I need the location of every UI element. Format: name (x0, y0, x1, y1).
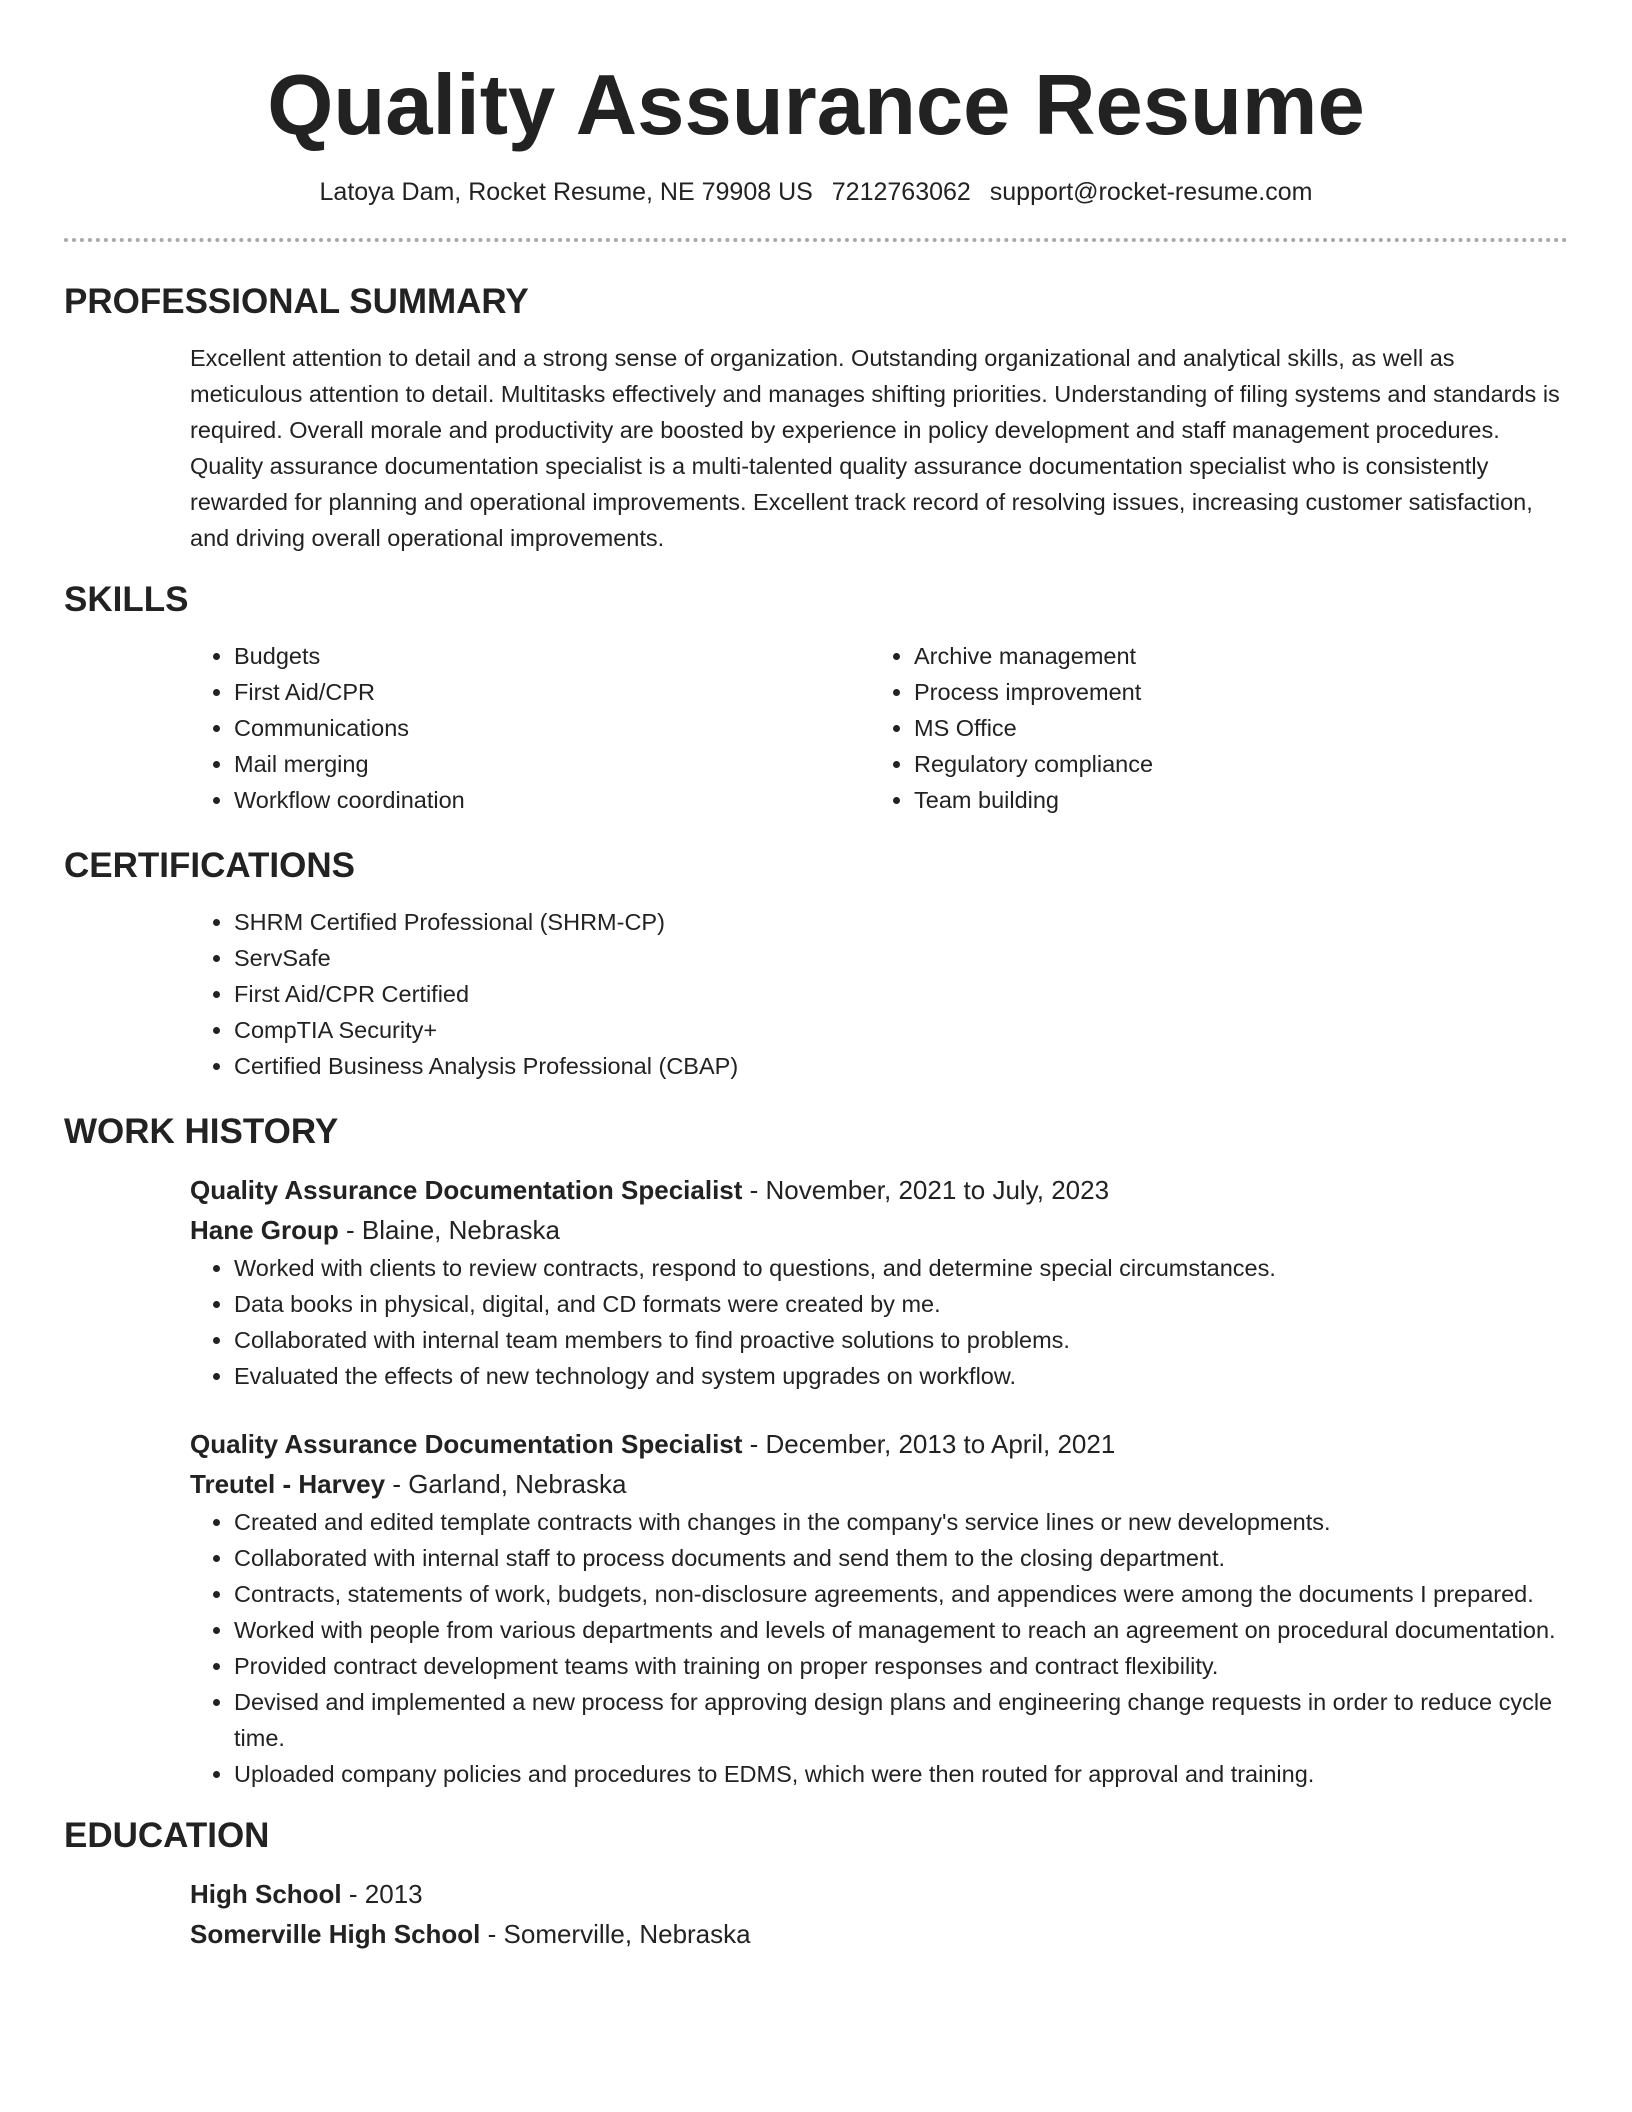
skill-item: • Mail merging (234, 746, 870, 782)
education-school: Somerville High School (190, 1919, 481, 1949)
job-title-line (190, 1170, 1568, 1210)
job-location: - Garland, Nebraska (385, 1469, 627, 1499)
certification-item: • SHRM Certified Professional (SHRM-CP) (234, 904, 1568, 940)
job-bullet: • Provided contract development teams with training on proper responses and contract flexibility. (234, 1648, 1568, 1684)
work-history-section (64, 1110, 1568, 1792)
skill-item: • Workflow coordination (234, 782, 870, 818)
skill-item: • Archive management (914, 638, 1550, 674)
skills-heading: SKILLS (64, 580, 189, 619)
certification-item: • ServSafe (234, 940, 1568, 976)
job-title: Quality Assurance Documentation Specialist (190, 1175, 743, 1205)
job-bullet: • Created and edited template contracts with changes in the company's service lines or new developments. (234, 1504, 1568, 1540)
summary-section (64, 280, 1568, 556)
job-entry (190, 1170, 1568, 1394)
skill-item: • Communications (234, 710, 870, 746)
summary-heading: PROFESSIONAL SUMMARY (64, 282, 529, 321)
education-degree: High School (190, 1879, 342, 1909)
certification-item: • Certified Business Analysis Professional (CBAP) (234, 1048, 1568, 1084)
job-location: - Blaine, Nebraska (338, 1215, 560, 1245)
education-heading: EDUCATION (64, 1816, 270, 1855)
job-bullet: • Collaborated with internal staff to process documents and send them to the closing department. (234, 1540, 1568, 1576)
skill-item: • MS Office (914, 710, 1550, 746)
job-dates: - December, 2013 to April, 2021 (742, 1429, 1116, 1459)
contact-email: support@rocket-resume.com (989, 178, 1313, 206)
contact-address: Latoya Dam, Rocket Resume, NE 79908 US (319, 178, 813, 206)
job-dates: - November, 2021 to July, 2023 (742, 1175, 1110, 1205)
certifications-heading: CERTIFICATIONS (64, 846, 356, 885)
education-year: - 2013 (341, 1879, 423, 1909)
job-bullet: • Contracts, statements of work, budgets, non-disclosure agreements, and appendices were among the documents I prepared. (234, 1576, 1568, 1612)
certification-item: • CompTIA Security+ (234, 1012, 1568, 1048)
contact-line (64, 176, 1568, 208)
job-title: Quality Assurance Documentation Specialist (190, 1429, 743, 1459)
resume-page (64, 0, 1568, 1954)
summary-text: Excellent attention to detail and a strong sense of organization. Outstanding organizational and analytical skills, as well as meticulous attention to detail. Multitasks effectively and manages shifting priorities. Understanding of filing systems and standards is required. Overall morale and productivity are boosted by experience in policy development and staff management procedures. Quality assurance documentation specialist is a multi-talented quality assurance documentation specialist who is consistently rewarded for planning and operational improvements. Excellent track record of resolving issues, increasing customer satisfaction, and driving overall operational improvements. (190, 345, 1560, 551)
education-degree-line (190, 1874, 1568, 1914)
resume-title: Quality Assurance Resume (267, 58, 1365, 153)
job-company-line (190, 1210, 1568, 1250)
education-section (64, 1814, 1568, 1954)
skill-item: • First Aid/CPR (234, 674, 870, 710)
skills-section (64, 578, 1568, 818)
skills-column-right (870, 638, 1550, 818)
job-entry (190, 1424, 1568, 1792)
job-company-line (190, 1464, 1568, 1504)
skill-item: • Regulatory compliance (914, 746, 1550, 782)
certifications-section (64, 844, 1568, 1084)
job-bullet: • Data books in physical, digital, and CD formats were created by me. (234, 1286, 1568, 1322)
contact-phone: 7212763062 (831, 178, 971, 206)
education-location: - Somerville, Nebraska (480, 1919, 751, 1949)
education-school-line (190, 1914, 1568, 1954)
skill-item: • Team building (914, 782, 1550, 818)
job-bullet: • Devised and implemented a new process for approving design plans and engineering change requests in order to reduce cycle time. (234, 1684, 1568, 1756)
skill-item: • Budgets (234, 638, 870, 674)
job-company: Hane Group (190, 1215, 339, 1245)
skills-column-left (190, 638, 870, 818)
job-bullet: • Uploaded company policies and procedures to EDMS, which were then routed for approval and training. (234, 1756, 1568, 1792)
job-bullet: • Collaborated with internal team members to find proactive solutions to problems. (234, 1322, 1568, 1358)
job-bullet: • Worked with people from various departments and levels of management to reach an agreement on procedural documentation. (234, 1612, 1568, 1648)
header-divider (64, 238, 1568, 242)
certification-item: • First Aid/CPR Certified (234, 976, 1568, 1012)
work-history-heading: WORK HISTORY (64, 1112, 339, 1151)
job-company: Treutel - Harvey (190, 1469, 386, 1499)
job-bullet: • Evaluated the effects of new technology and system upgrades on workflow. (234, 1358, 1568, 1394)
skill-item: • Process improvement (914, 674, 1550, 710)
job-title-line (190, 1424, 1568, 1464)
job-bullet: • Worked with clients to review contracts, respond to questions, and determine special circumstances. (234, 1250, 1568, 1286)
